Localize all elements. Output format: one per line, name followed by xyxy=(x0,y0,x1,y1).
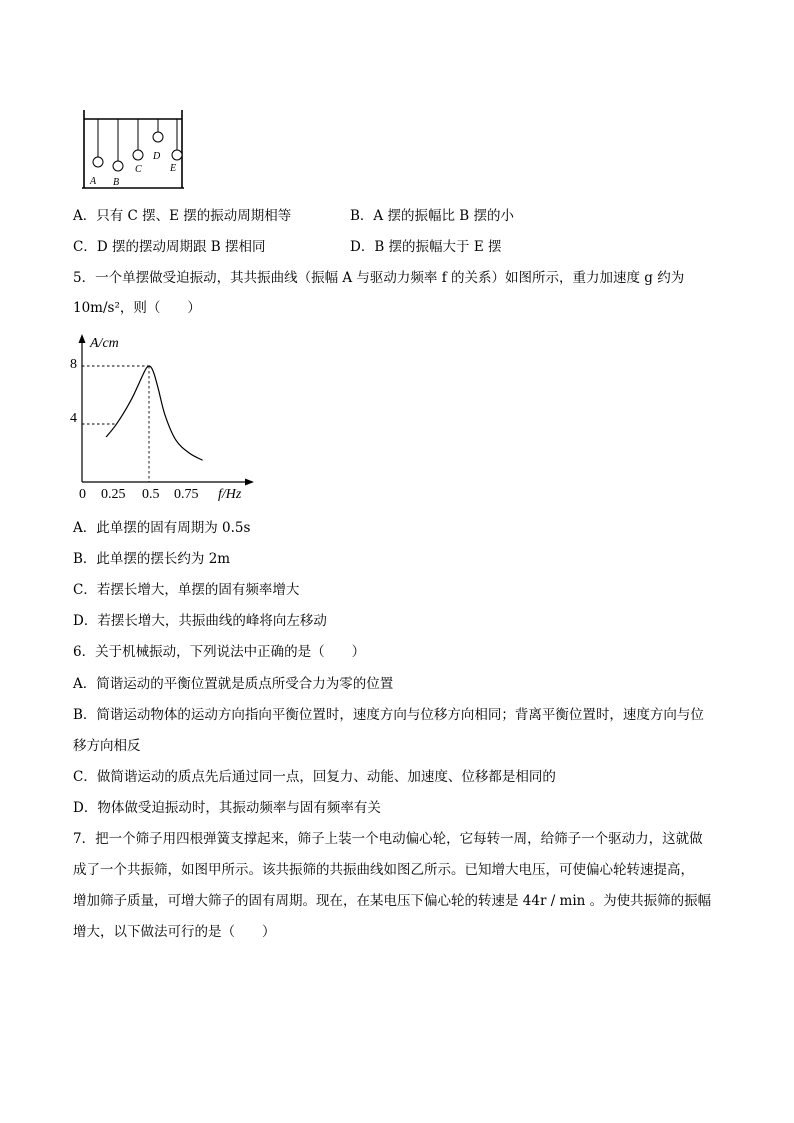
y-tick-4: 4 xyxy=(70,411,77,426)
pendulum-figure xyxy=(80,108,195,192)
q6-option-b-line2: 移方向相反 xyxy=(73,738,141,754)
x-tick-025: 0.25 xyxy=(101,487,126,502)
x-tick-0: 0 xyxy=(79,487,86,502)
q4-option-d: D．B 摆的振幅大于 E 摆 xyxy=(350,239,502,255)
q5-option-d: D．若摆长增大，共振曲线的峰将向左移动 xyxy=(73,613,327,629)
pendulum-label-d: D xyxy=(153,151,161,162)
x-tick-05: 0.5 xyxy=(142,487,160,502)
q4-option-a: A．只有 C 摆、E 摆的振动周期相等 xyxy=(73,208,292,224)
q5-stem-line1: 5．一个单摆做受迫振动，其共振曲线（振幅 A 与驱动力频率 f 的关系）如图所示，重力加速度 g 约为 xyxy=(73,270,685,286)
q5-option-c: C．若摆长增大，单摆的固有频率增大 xyxy=(73,582,300,598)
q6-option-b-line1: B．简谐运动物体的运动方向指向平衡位置时，速度方向与位移方向相同；背离平衡位置时，速度方向与位 xyxy=(73,707,704,723)
y-axis-label: A/cm xyxy=(90,336,119,351)
x-axis-label: f/Hz xyxy=(218,487,242,502)
q6-option-d: D．物体做受迫振动时，其振动频率与固有频率有关 xyxy=(73,800,381,816)
q7-stem-line1: 7．把一个筛子用四根弹簧支撑起来，筛子上装一个电动偏心轮，它每转一周，给筛子一个驱动力，这就做 xyxy=(73,831,703,847)
q7-stem-line2: 成了一个共振筛，如图甲所示。该共振筛的共振曲线如图乙所示。已知增大电压，可使偏心轮转速提高， xyxy=(73,862,694,878)
y-axis-arrow xyxy=(79,334,86,343)
q6-stem: 6．关于机械振动，下列说法中正确的是（ ） xyxy=(73,644,366,660)
q6-option-a: A．简谐运动的平衡位置就是质点所受合力为零的位置 xyxy=(73,676,394,692)
q4-option-b: B．A 摆的振幅比 B 摆的小 xyxy=(350,208,514,224)
resonance-curve-line xyxy=(106,366,202,460)
q5-option-b: B．此单摆的摆长约为 2m xyxy=(73,551,231,567)
pendulum-label-a: A xyxy=(90,176,97,187)
pendulum-label-e: E xyxy=(170,163,177,174)
y-tick-8: 8 xyxy=(70,357,77,372)
x-tick-075: 0.75 xyxy=(174,487,199,502)
q4-option-c: C．D 摆的摆动周期跟 B 摆相同 xyxy=(73,239,266,255)
q5-option-a: A．此单摆的固有周期为 0.5s xyxy=(73,520,251,536)
pendulum-label-c: C xyxy=(135,164,142,175)
q7-stem-line4: 增大，以下做法可行的是（ ） xyxy=(73,924,276,940)
q7-stem-line3: 增加筛子质量，可增大筛子的固有周期。现在，在某电压下偏心轮的转速是 44r / min 。为使共振筛的振幅 xyxy=(73,893,712,909)
q6-option-c: C．做简谐运动的质点先后通过同一点，回复力、动能、加速度、位移都是相同的 xyxy=(73,769,556,785)
resonance-curve-chart xyxy=(70,330,260,505)
q5-stem-line2: 10m/s²，则（ ） xyxy=(73,300,201,316)
pendulum-label-b: B xyxy=(113,177,120,188)
x-axis-arrow xyxy=(245,479,254,486)
